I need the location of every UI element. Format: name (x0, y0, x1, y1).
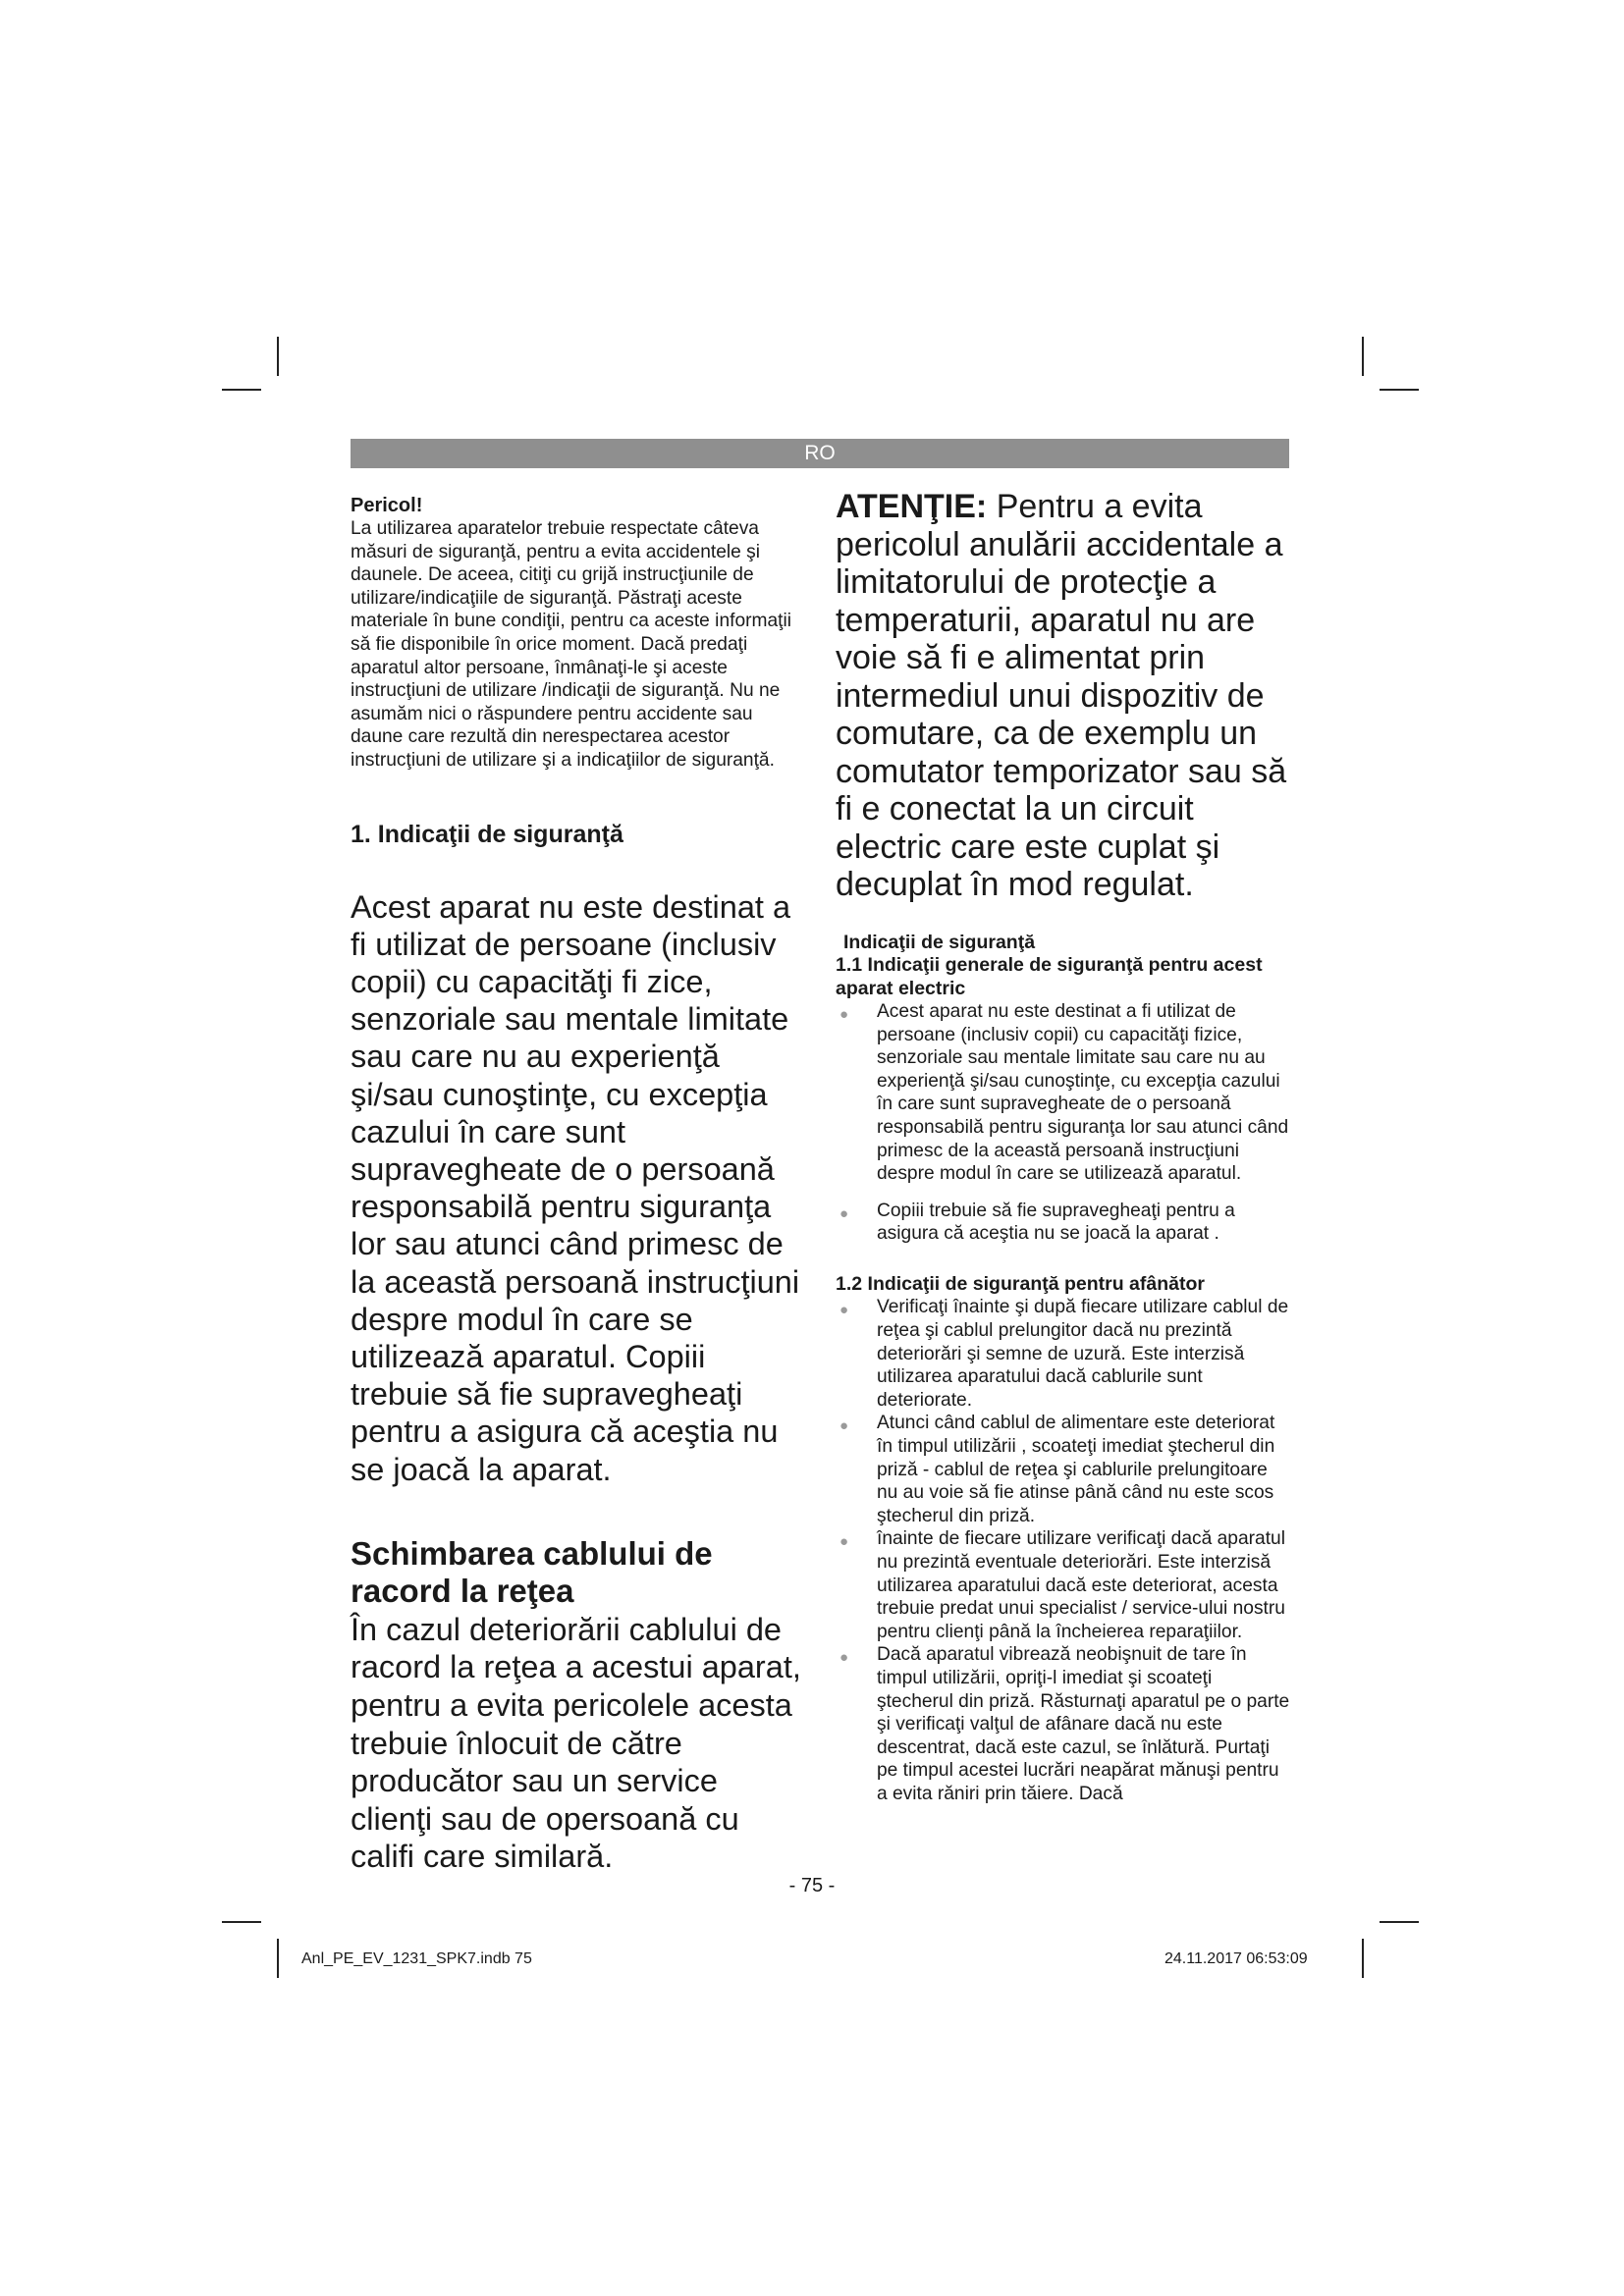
attention-text: Pentru a evita pericolul anulării accidentale a limitatorului de protecţie a temperaturii, aparatul nu are voie să fi e alimentat prin intermediul unui dispozitiv de comutare, ca de exemplu un comutator temporizator sau să fi e conectat la un circuit electric care este cuplat şi decuplat în mod regulat. (836, 488, 1287, 903)
crop-mark (1380, 1921, 1419, 1923)
crop-mark (1362, 337, 1364, 376)
crop-mark (1362, 1939, 1364, 1978)
left-column (351, 488, 804, 1876)
warning-paragraph: Acest aparat nu este destinat a fi utilizat de persoane (inclusiv copii) cu capacităţi fi zice, senzoriale sau mentale limitate sau care nu au experienţă şi/sau cunoştinţe, cu excepţia cazului în care sunt supravegheate de o persoană responsabilă pentru siguranţa lor sau atunci când primesc de la această persoană instrucţiuni despre modul în care se utilizează aparatul. Copiii trebuie să fie supravegheaţi pentru a asigura că aceştia nu se joacă la aparat. (351, 888, 800, 1487)
subsection-1-1-title: 1.1 Indicaţii generale de siguranţă pentru acest aparat electric (836, 954, 1263, 999)
right-column (836, 488, 1291, 1806)
list-item (836, 1643, 1291, 1805)
crop-mark (277, 337, 279, 376)
language-label: RO (804, 442, 836, 464)
list-item (836, 1412, 1291, 1527)
bullet-icon: ● (839, 1417, 849, 1435)
list-item (836, 1527, 1291, 1643)
list-item-text: Dacă aparatul vibrează neobişnuit de tare în timpul utilizării, opriţi-l imediat şi scoateţi ştecherul din priză. Răsturnaţi aparatul pe o parte şi verificaţi valţul de afânare dacă nu este descentrat, dacă este cazul, se înlătură. Purtaţi pe timpul acestei lucrări neapărat mănuşi pentru a evita răniri prin tăiere. Dacă (877, 1644, 1290, 1804)
bullet-icon: ● (839, 1302, 849, 1319)
tiller-safety-list (836, 1296, 1291, 1805)
list-item-text: Copiii trebuie să fie supravegheaţi pentru a asigura că aceştia nu se joacă la aparat . (877, 1200, 1235, 1245)
attention-label: ATENŢIE: (836, 488, 988, 525)
crop-mark (222, 1921, 261, 1923)
bullet-icon: ● (839, 1533, 849, 1551)
footer-file-name: Anl_PE_EV_1231_SPK7.indb 75 (301, 1950, 532, 1967)
page-number: - 75 - (788, 1875, 836, 1896)
bullet-icon: ● (839, 1204, 849, 1222)
crop-mark (277, 1939, 279, 1978)
list-item (836, 1000, 1291, 1186)
footer-timestamp: 24.11.2017 06:53:09 (1164, 1950, 1308, 1967)
danger-paragraph: La utilizarea aparatelor trebuie respectate câteva măsuri de siguranţă, pentru a evita accidentele şi daunele. De aceea, citiţi cu grijă instrucţiunile de utilizare/indicaţiile de siguranţă. Păstraţi aceste materiale în bune condiţii, pentru ca aceste informaţii să fie disponibile în orice moment. Dacă predaţi aparatul altor persoane, înmânaţi-le şi aceste instrucţiuni de utilizare /indicaţii de siguranţă. Nu ne asumăm nici o răspundere pentru accidente sau daune care rezultă din nerespectarea acestor instrucţiuni de utilizare şi a indicaţiilor de siguranţă. (351, 518, 792, 771)
bullet-icon: ● (839, 1006, 849, 1023)
danger-title: Pericol! (351, 495, 423, 516)
crop-mark (1380, 389, 1419, 391)
attention-paragraph (836, 488, 1291, 904)
bullet-icon: ● (839, 1649, 849, 1667)
list-item (836, 1200, 1291, 1246)
cable-replacement-paragraph: În cazul deteriorării cablului de racord la reţea a acestui aparat, pentru a evita pericolele acesta trebuie înlocuit de către producător sau un service clienţi sau de opersoană cu califi care similară. (351, 1611, 801, 1875)
subsection-1-2-title: 1.2 Indicaţii de siguranţă pentru afânător (836, 1272, 1205, 1295)
list-item-text: înainte de fiecare utilizare verificaţi dacă aparatul nu prezintă eventuale deteriorări. Este interzisă utilizarea aparatului dacă este deteriorat, acesta trebuie predat unui specialist / service-ului nostru pentru clienţi până la încheierea reparaţiilor. (877, 1528, 1285, 1642)
list-item (836, 1296, 1291, 1412)
safety-title: Indicaţii de siguranţă (843, 931, 1036, 953)
crop-mark (222, 389, 261, 391)
section1-title: 1. Indicaţii de siguranţă (351, 820, 623, 848)
general-safety-list (836, 1000, 1291, 1246)
cable-replacement-title: Schimbarea cablului de racord la reţea (351, 1534, 713, 1610)
language-header-bar (351, 439, 1289, 468)
list-item-text: Atunci când cablul de alimentare este deteriorat în timpul utilizării , scoateţi imediat ştecherul din priză - cablul de reţea şi cablurile prelungitoare nu au voie să fie atinse până când nu este scos ştecherul din priză. (877, 1413, 1275, 1526)
list-item-text: Acest aparat nu este destinat a fi utilizat de persoane (inclusiv copii) cu capacităţi fizice, senzoriale sau mentale limitate sau care nu au experienţă şi/sau cunoştinţe, cu excepţia cazului în care sunt supravegheate de o persoană responsabilă pentru siguranţa lor sau atunci când primesc de la această persoană instrucţiuni despre modul în care se utilizează aparatul. (877, 1001, 1289, 1185)
list-item-text: Verificaţi înainte şi după fiecare utilizare cablul de reţea şi cablul prelungitor dacă nu prezintă deteriorări şi semne de uzură. Este interzisă utilizarea aparatului dacă cablurile sunt deteriorate. (877, 1297, 1289, 1411)
